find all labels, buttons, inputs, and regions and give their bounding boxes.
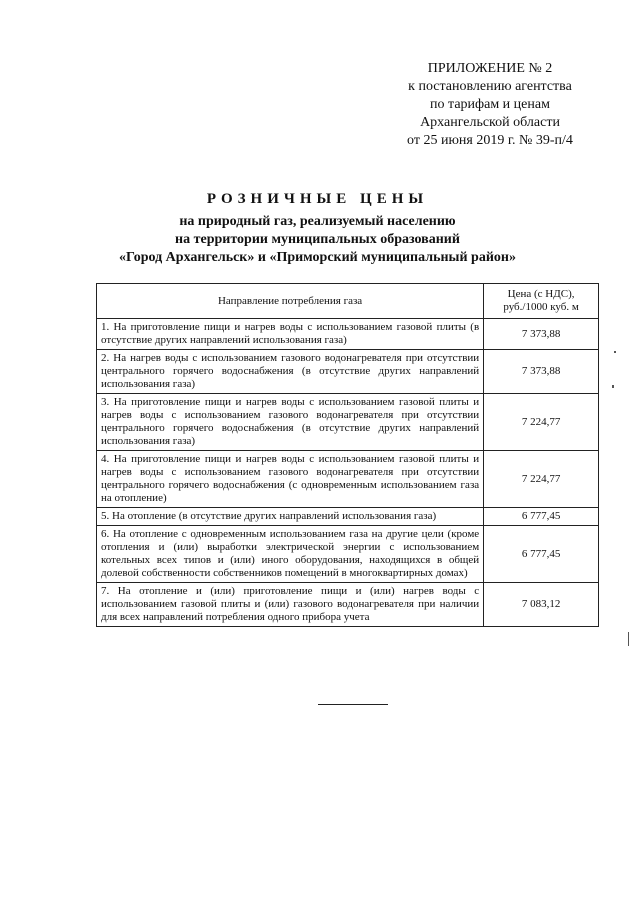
direction-cell: 7. На отопление и (или) приготовление пищи и (или) нагрев воды с использованием газовой плиты и (или) газового водонагревателя при наличии для всех направлений потребления одного прибора учета [97,583,484,627]
title-main: РОЗНИЧНЫЕ ЦЕНЫ [206,191,429,207]
table-row [97,451,599,508]
appendix-region: Архангельской области [420,115,560,130]
direction-cell: 1. На приготовление пищи и нагрев воды с использованием газовой плиты (в отсутствие других направлений использования газа) [97,319,484,350]
appendix-header [400,60,580,150]
end-of-document-rule [318,704,388,705]
price-cell: 7 373,88 [484,319,599,350]
title-line-3: «Город Архангельск» и «Приморский муниципальный район» [119,250,516,265]
price-cell: 7 373,88 [484,350,599,394]
direction-cell: 4. На приготовление пищи и нагрев воды с использованием газовой плиты и нагрев воды с использованием газового водонагревателя при отсутствии центрального горячего водоснабжения (с одновременным использованием газа на отопление) [97,451,484,508]
direction-cell: 2. На нагрев воды с использованием газового водонагревателя при отсутствии центрального горячего водоснабжения (в отсутствие других направлений использования газа) [97,350,484,394]
document-title [95,190,540,267]
scan-speck [628,632,629,646]
price-cell: 6 777,45 [484,508,599,526]
direction-cell: 3. На приготовление пищи и нагрев воды с использованием газовой плиты и нагрев воды с использованием газового водонагревателя при отсутствии центрального горячего водоснабжения (в отсутствие других направлений использования газа) [97,394,484,451]
table-row [97,508,599,526]
direction-cell: 6. На отопление с одновременным использованием газа на другие цели (кроме отопления и (или) выработки электрической энергии с использованием котельных всех типов и (или) иного оборудования, находящихся в общей долевой собственности собственников помещений в многоквартирных домах) [97,526,484,583]
price-cell: 7 224,77 [484,451,599,508]
table-row [97,583,599,627]
price-cell: 7 083,12 [484,583,599,627]
appendix-agency: по тарифам и ценам [430,97,550,112]
table-header-row [97,284,599,319]
title-line-1: на природный газ, реализуемый населению [179,214,456,229]
direction-cell: 5. На отопление (в отсутствие других направлений использования газа) [97,508,484,526]
title-line-2: на территории муниципальных образований [175,232,460,247]
table-row [97,526,599,583]
price-table [96,283,599,627]
scan-speck [614,351,616,353]
scan-speck [612,385,614,388]
appendix-resolution: к постановлению агентства [408,79,572,94]
header-direction: Направление потребления газа [97,284,484,319]
table-row [97,394,599,451]
price-cell: 6 777,45 [484,526,599,583]
price-cell: 7 224,77 [484,394,599,451]
appendix-number: ПРИЛОЖЕНИЕ № 2 [427,61,553,76]
appendix-date: от 25 июня 2019 г. № 39-п/4 [407,133,573,148]
table-row [97,319,599,350]
table-row [97,350,599,394]
header-price: Цена (с НДС), руб./1000 куб. м [484,284,599,319]
